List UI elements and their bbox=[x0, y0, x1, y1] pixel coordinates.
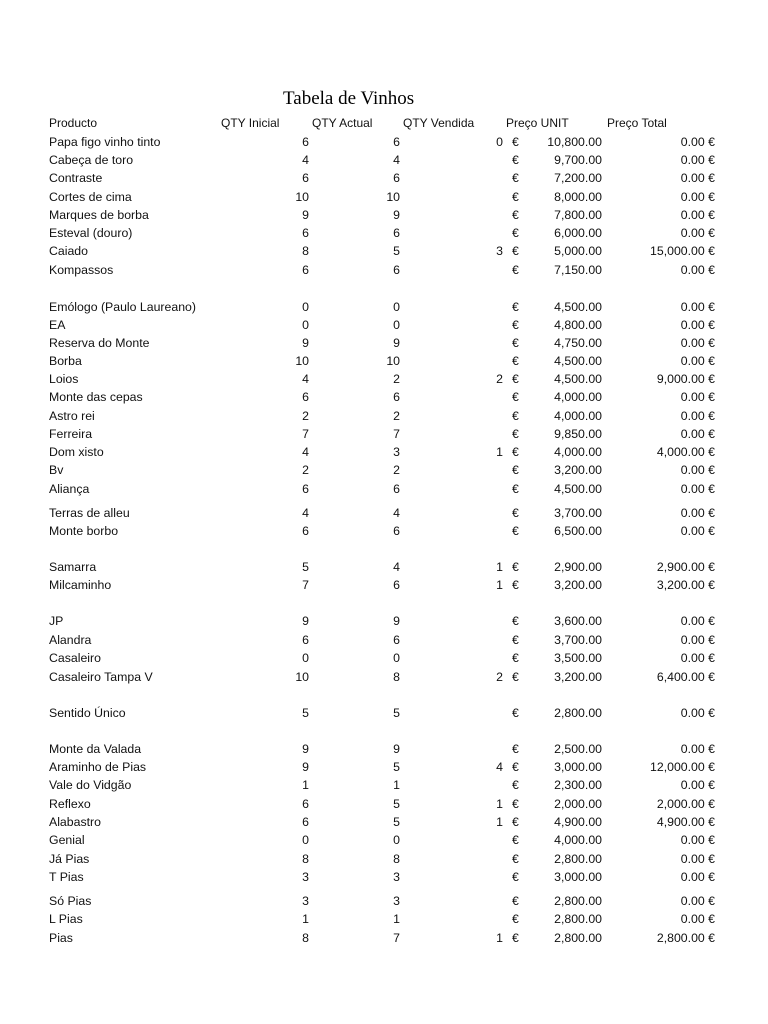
cell-preco-unit: 4,500.00 bbox=[554, 354, 602, 368]
table-row bbox=[0, 317, 768, 334]
cell-qty-inicial: 6 bbox=[302, 815, 309, 829]
cell-preco-unit: 3,200.00 bbox=[554, 670, 602, 684]
cell-qty-inicial: 6 bbox=[302, 633, 309, 647]
cell-preco-total: 9,000.00 € bbox=[656, 372, 715, 386]
cell-qty-vendida: 1 bbox=[496, 445, 503, 459]
cell-currency: € bbox=[512, 797, 519, 811]
header-preco-unit: Preço UNIT bbox=[506, 116, 569, 130]
table-row bbox=[0, 262, 768, 279]
cell-preco-total: 4,900.00 € bbox=[656, 815, 715, 829]
table-row bbox=[0, 577, 768, 594]
table-row bbox=[0, 930, 768, 947]
cell-currency: € bbox=[512, 244, 519, 258]
cell-preco-total: 0.00 € bbox=[680, 300, 715, 314]
table-row bbox=[0, 353, 768, 370]
cell-qty-vendida: 2 bbox=[496, 670, 503, 684]
cell-qty-inicial: 0 bbox=[302, 300, 309, 314]
table-row bbox=[0, 851, 768, 868]
cell-qty-vendida: 2 bbox=[496, 372, 503, 386]
cell-currency: € bbox=[512, 226, 519, 240]
table-row bbox=[0, 462, 768, 479]
cell-qty-actual: 0 bbox=[393, 651, 400, 665]
cell-currency: € bbox=[512, 524, 519, 538]
cell-preco-unit: 3,700.00 bbox=[554, 633, 602, 647]
table-row bbox=[0, 559, 768, 576]
cell-qty-actual: 2 bbox=[393, 372, 400, 386]
cell-preco-total: 0.00 € bbox=[680, 263, 715, 277]
cell-qty-inicial: 1 bbox=[302, 912, 309, 926]
cell-preco-unit: 7,800.00 bbox=[554, 208, 602, 222]
cell-producto: Só Pias bbox=[49, 894, 92, 908]
cell-producto: Milcaminho bbox=[49, 578, 112, 592]
cell-producto: Monte borbo bbox=[49, 524, 119, 538]
cell-preco-total: 0.00 € bbox=[680, 852, 715, 866]
cell-preco-unit: 3,700.00 bbox=[554, 506, 602, 520]
cell-qty-vendida: 3 bbox=[496, 244, 503, 258]
cell-qty-inicial: 10 bbox=[295, 670, 309, 684]
cell-currency: € bbox=[512, 482, 519, 496]
cell-producto: Monte das cepas bbox=[49, 390, 143, 404]
cell-preco-total: 0.00 € bbox=[680, 833, 715, 847]
table-row bbox=[0, 444, 768, 461]
cell-qty-inicial: 6 bbox=[302, 135, 309, 149]
cell-currency: € bbox=[512, 263, 519, 277]
cell-currency: € bbox=[512, 742, 519, 756]
cell-preco-unit: 7,200.00 bbox=[554, 171, 602, 185]
cell-preco-unit: 3,600.00 bbox=[554, 614, 602, 628]
cell-preco-unit: 6,500.00 bbox=[554, 524, 602, 538]
cell-currency: € bbox=[512, 506, 519, 520]
table-row bbox=[0, 893, 768, 910]
cell-preco-unit: 3,200.00 bbox=[554, 578, 602, 592]
cell-preco-unit: 4,000.00 bbox=[554, 390, 602, 404]
header-qty-actual: QTY Actual bbox=[312, 116, 373, 130]
cell-producto: Sentido Único bbox=[49, 706, 126, 720]
table-row bbox=[0, 335, 768, 352]
cell-qty-actual: 1 bbox=[393, 778, 400, 792]
cell-currency: € bbox=[512, 135, 519, 149]
cell-qty-actual: 6 bbox=[393, 482, 400, 496]
cell-preco-total: 0.00 € bbox=[680, 226, 715, 240]
cell-currency: € bbox=[512, 760, 519, 774]
cell-preco-total: 6,400.00 € bbox=[656, 670, 715, 684]
cell-preco-total: 0.00 € bbox=[680, 524, 715, 538]
cell-preco-total: 2,800.00 € bbox=[656, 931, 715, 945]
cell-producto: Loios bbox=[49, 372, 79, 386]
table-header bbox=[0, 116, 768, 134]
table-row bbox=[0, 481, 768, 498]
cell-qty-actual: 6 bbox=[393, 524, 400, 538]
cell-qty-vendida: 4 bbox=[496, 760, 503, 774]
cell-qty-inicial: 6 bbox=[302, 263, 309, 277]
cell-producto: Ferreira bbox=[49, 427, 93, 441]
cell-preco-total: 0.00 € bbox=[680, 390, 715, 404]
cell-preco-unit: 2,500.00 bbox=[554, 742, 602, 756]
table-row bbox=[0, 777, 768, 794]
cell-qty-vendida: 1 bbox=[496, 560, 503, 574]
cell-preco-total: 0.00 € bbox=[680, 706, 715, 720]
cell-producto: Vale do Vidgão bbox=[49, 778, 132, 792]
table-row bbox=[0, 814, 768, 831]
cell-qty-actual: 3 bbox=[393, 870, 400, 884]
cell-qty-inicial: 9 bbox=[302, 336, 309, 350]
table-row bbox=[0, 869, 768, 886]
cell-qty-actual: 6 bbox=[393, 171, 400, 185]
cell-preco-unit: 4,000.00 bbox=[554, 445, 602, 459]
table-row bbox=[0, 613, 768, 630]
cell-currency: € bbox=[512, 153, 519, 167]
cell-qty-inicial: 7 bbox=[302, 427, 309, 441]
cell-qty-inicial: 0 bbox=[302, 318, 309, 332]
cell-currency: € bbox=[512, 409, 519, 423]
cell-qty-actual: 3 bbox=[393, 894, 400, 908]
cell-qty-inicial: 8 bbox=[302, 852, 309, 866]
table-row bbox=[0, 523, 768, 540]
cell-preco-total: 0.00 € bbox=[680, 190, 715, 204]
cell-qty-actual: 6 bbox=[393, 226, 400, 240]
cell-preco-total: 3,200.00 € bbox=[656, 578, 715, 592]
table-row bbox=[0, 832, 768, 849]
cell-preco-unit: 7,150.00 bbox=[554, 263, 602, 277]
cell-preco-unit: 5,000.00 bbox=[554, 244, 602, 258]
table-row bbox=[0, 207, 768, 224]
table-row bbox=[0, 408, 768, 425]
cell-currency: € bbox=[512, 208, 519, 222]
cell-preco-total: 0.00 € bbox=[680, 354, 715, 368]
cell-qty-actual: 7 bbox=[393, 931, 400, 945]
header-producto: Producto bbox=[49, 116, 98, 130]
cell-producto: Reflexo bbox=[49, 797, 91, 811]
table-row bbox=[0, 650, 768, 667]
cell-producto: Samarra bbox=[49, 560, 97, 574]
cell-qty-actual: 5 bbox=[393, 244, 400, 258]
cell-qty-actual: 5 bbox=[393, 760, 400, 774]
cell-producto: Pias bbox=[49, 931, 73, 945]
cell-qty-actual: 4 bbox=[393, 153, 400, 167]
cell-producto: Já Pias bbox=[49, 852, 90, 866]
cell-producto: Astro rei bbox=[49, 409, 95, 423]
cell-preco-unit: 2,800.00 bbox=[554, 706, 602, 720]
cell-producto: Reserva do Monte bbox=[49, 336, 150, 350]
cell-qty-inicial: 4 bbox=[302, 506, 309, 520]
cell-producto: Kompassos bbox=[49, 263, 114, 277]
cell-currency: € bbox=[512, 931, 519, 945]
cell-preco-total: 0.00 € bbox=[680, 870, 715, 884]
header-qty-inicial: QTY Inicial bbox=[221, 116, 280, 130]
cell-currency: € bbox=[512, 445, 519, 459]
cell-preco-unit: 4,500.00 bbox=[554, 300, 602, 314]
cell-qty-actual: 8 bbox=[393, 852, 400, 866]
cell-producto: Aliança bbox=[49, 482, 90, 496]
cell-preco-total: 0.00 € bbox=[680, 633, 715, 647]
table-row bbox=[0, 796, 768, 813]
cell-qty-actual: 0 bbox=[393, 300, 400, 314]
cell-preco-total: 0.00 € bbox=[680, 778, 715, 792]
cell-preco-unit: 8,000.00 bbox=[554, 190, 602, 204]
cell-preco-unit: 9,850.00 bbox=[554, 427, 602, 441]
cell-qty-vendida: 1 bbox=[496, 578, 503, 592]
cell-currency: € bbox=[512, 852, 519, 866]
cell-preco-unit: 6,000.00 bbox=[554, 226, 602, 240]
cell-qty-actual: 9 bbox=[393, 614, 400, 628]
cell-qty-inicial: 10 bbox=[295, 354, 309, 368]
cell-preco-total: 2,000.00 € bbox=[656, 797, 715, 811]
cell-preco-total: 2,900.00 € bbox=[656, 560, 715, 574]
cell-preco-total: 15,000.00 € bbox=[650, 244, 715, 258]
cell-producto: Araminho de Pias bbox=[49, 760, 147, 774]
cell-qty-inicial: 6 bbox=[302, 524, 309, 538]
cell-preco-unit: 2,800.00 bbox=[554, 931, 602, 945]
cell-producto: Esteval (douro) bbox=[49, 226, 133, 240]
cell-producto: Contraste bbox=[49, 171, 103, 185]
cell-preco-unit: 2,800.00 bbox=[554, 912, 602, 926]
cell-preco-total: 0.00 € bbox=[680, 463, 715, 477]
cell-qty-actual: 2 bbox=[393, 409, 400, 423]
cell-preco-total: 0.00 € bbox=[680, 482, 715, 496]
cell-preco-total: 0.00 € bbox=[680, 651, 715, 665]
cell-qty-inicial: 6 bbox=[302, 171, 309, 185]
cell-currency: € bbox=[512, 463, 519, 477]
cell-currency: € bbox=[512, 651, 519, 665]
cell-preco-total: 0.00 € bbox=[680, 135, 715, 149]
cell-producto: T Pias bbox=[49, 870, 84, 884]
table-row bbox=[0, 152, 768, 169]
cell-currency: € bbox=[512, 560, 519, 574]
cell-qty-inicial: 5 bbox=[302, 706, 309, 720]
cell-currency: € bbox=[512, 336, 519, 350]
table-row bbox=[0, 389, 768, 406]
cell-currency: € bbox=[512, 633, 519, 647]
cell-qty-actual: 6 bbox=[393, 135, 400, 149]
cell-preco-total: 4,000.00 € bbox=[656, 445, 715, 459]
cell-currency: € bbox=[512, 578, 519, 592]
cell-currency: € bbox=[512, 912, 519, 926]
cell-currency: € bbox=[512, 318, 519, 332]
cell-currency: € bbox=[512, 354, 519, 368]
cell-qty-actual: 2 bbox=[393, 463, 400, 477]
cell-qty-inicial: 9 bbox=[302, 760, 309, 774]
cell-qty-inicial: 6 bbox=[302, 226, 309, 240]
cell-qty-actual: 5 bbox=[393, 797, 400, 811]
cell-qty-inicial: 6 bbox=[302, 390, 309, 404]
cell-currency: € bbox=[512, 706, 519, 720]
cell-currency: € bbox=[512, 833, 519, 847]
cell-qty-inicial: 1 bbox=[302, 778, 309, 792]
cell-qty-actual: 8 bbox=[393, 670, 400, 684]
table-row bbox=[0, 189, 768, 206]
cell-preco-unit: 2,800.00 bbox=[554, 894, 602, 908]
cell-currency: € bbox=[512, 670, 519, 684]
cell-qty-inicial: 6 bbox=[302, 482, 309, 496]
cell-qty-actual: 7 bbox=[393, 427, 400, 441]
cell-qty-actual: 6 bbox=[393, 390, 400, 404]
cell-currency: € bbox=[512, 390, 519, 404]
cell-qty-actual: 5 bbox=[393, 706, 400, 720]
cell-producto: Emólogo (Paulo Laureano) bbox=[49, 300, 196, 314]
cell-qty-inicial: 8 bbox=[302, 931, 309, 945]
cell-qty-inicial: 0 bbox=[302, 651, 309, 665]
cell-qty-actual: 5 bbox=[393, 815, 400, 829]
cell-preco-unit: 4,000.00 bbox=[554, 409, 602, 423]
cell-producto: Marques de borba bbox=[49, 208, 149, 222]
cell-qty-vendida: 1 bbox=[496, 797, 503, 811]
cell-qty-actual: 0 bbox=[393, 833, 400, 847]
cell-qty-actual: 6 bbox=[393, 263, 400, 277]
cell-producto: Bv bbox=[49, 463, 64, 477]
cell-qty-inicial: 4 bbox=[302, 445, 309, 459]
cell-qty-actual: 4 bbox=[393, 506, 400, 520]
cell-qty-inicial: 3 bbox=[302, 894, 309, 908]
cell-producto: Casaleiro bbox=[49, 651, 101, 665]
cell-currency: € bbox=[512, 894, 519, 908]
cell-preco-unit: 3,000.00 bbox=[554, 870, 602, 884]
cell-preco-total: 0.00 € bbox=[680, 318, 715, 332]
cell-qty-actual: 9 bbox=[393, 208, 400, 222]
cell-qty-inicial: 0 bbox=[302, 833, 309, 847]
header-qty-vendida: QTY Vendida bbox=[403, 116, 475, 130]
cell-currency: € bbox=[512, 614, 519, 628]
cell-qty-actual: 4 bbox=[393, 560, 400, 574]
cell-preco-total: 0.00 € bbox=[680, 742, 715, 756]
cell-qty-inicial: 2 bbox=[302, 463, 309, 477]
cell-preco-total: 0.00 € bbox=[680, 171, 715, 185]
cell-qty-actual: 6 bbox=[393, 633, 400, 647]
cell-producto: Genial bbox=[49, 833, 85, 847]
cell-producto: Monte da Valada bbox=[49, 742, 142, 756]
cell-currency: € bbox=[512, 427, 519, 441]
cell-producto: Cabeça de toro bbox=[49, 153, 134, 167]
cell-preco-unit: 3,500.00 bbox=[554, 651, 602, 665]
cell-currency: € bbox=[512, 372, 519, 386]
cell-preco-total: 0.00 € bbox=[680, 912, 715, 926]
cell-qty-inicial: 3 bbox=[302, 870, 309, 884]
cell-qty-inicial: 10 bbox=[295, 190, 309, 204]
cell-preco-unit: 4,900.00 bbox=[554, 815, 602, 829]
cell-qty-inicial: 4 bbox=[302, 372, 309, 386]
cell-preco-unit: 4,500.00 bbox=[554, 372, 602, 386]
page-title: Tabela de Vinhos bbox=[283, 88, 415, 109]
cell-preco-total: 0.00 € bbox=[680, 894, 715, 908]
cell-qty-actual: 6 bbox=[393, 578, 400, 592]
cell-preco-total: 0.00 € bbox=[680, 614, 715, 628]
cell-producto: Casaleiro Tampa V bbox=[49, 670, 153, 684]
cell-preco-unit: 2,000.00 bbox=[554, 797, 602, 811]
header-preco-total: Preço Total bbox=[607, 116, 667, 130]
cell-qty-vendida: 0 bbox=[496, 135, 503, 149]
table-row bbox=[0, 134, 768, 151]
cell-producto: Dom xisto bbox=[49, 445, 104, 459]
cell-qty-inicial: 4 bbox=[302, 153, 309, 167]
cell-currency: € bbox=[512, 300, 519, 314]
cell-qty-actual: 9 bbox=[393, 742, 400, 756]
cell-currency: € bbox=[512, 870, 519, 884]
cell-qty-actual: 3 bbox=[393, 445, 400, 459]
cell-producto: Caiado bbox=[49, 244, 88, 258]
cell-qty-actual: 9 bbox=[393, 336, 400, 350]
cell-qty-inicial: 2 bbox=[302, 409, 309, 423]
table-row bbox=[0, 505, 768, 522]
cell-preco-total: 0.00 € bbox=[680, 427, 715, 441]
cell-preco-total: 0.00 € bbox=[680, 336, 715, 350]
cell-preco-unit: 2,900.00 bbox=[554, 560, 602, 574]
table-row bbox=[0, 759, 768, 776]
cell-producto: Papa figo vinho tinto bbox=[49, 135, 161, 149]
cell-qty-inicial: 7 bbox=[302, 578, 309, 592]
cell-preco-unit: 2,800.00 bbox=[554, 852, 602, 866]
cell-qty-actual: 0 bbox=[393, 318, 400, 332]
cell-preco-total: 12,000.00 € bbox=[650, 760, 715, 774]
cell-preco-total: 0.00 € bbox=[680, 153, 715, 167]
cell-producto: EA bbox=[49, 318, 66, 332]
cell-producto: Terras de alleu bbox=[49, 506, 130, 520]
cell-producto: JP bbox=[49, 614, 64, 628]
table-row bbox=[0, 170, 768, 187]
table-row bbox=[0, 243, 768, 260]
cell-producto: Borba bbox=[49, 354, 82, 368]
cell-qty-actual: 1 bbox=[393, 912, 400, 926]
cell-qty-inicial: 9 bbox=[302, 742, 309, 756]
cell-preco-unit: 4,800.00 bbox=[554, 318, 602, 332]
cell-producto: Alabastro bbox=[49, 815, 101, 829]
cell-producto: Alandra bbox=[49, 633, 92, 647]
table-row bbox=[0, 299, 768, 316]
cell-qty-vendida: 1 bbox=[496, 931, 503, 945]
cell-preco-unit: 10,800.00 bbox=[547, 135, 602, 149]
table-row bbox=[0, 371, 768, 388]
cell-currency: € bbox=[512, 171, 519, 185]
table-row bbox=[0, 705, 768, 722]
table-row bbox=[0, 632, 768, 649]
cell-qty-actual: 10 bbox=[386, 190, 400, 204]
cell-currency: € bbox=[512, 190, 519, 204]
cell-producto: Cortes de cima bbox=[49, 190, 132, 204]
cell-qty-inicial: 5 bbox=[302, 560, 309, 574]
cell-qty-inicial: 6 bbox=[302, 797, 309, 811]
cell-qty-inicial: 9 bbox=[302, 614, 309, 628]
cell-preco-total: 0.00 € bbox=[680, 409, 715, 423]
cell-preco-unit: 2,300.00 bbox=[554, 778, 602, 792]
cell-preco-unit: 4,500.00 bbox=[554, 482, 602, 496]
cell-currency: € bbox=[512, 815, 519, 829]
table-row bbox=[0, 426, 768, 443]
cell-qty-inicial: 8 bbox=[302, 244, 309, 258]
cell-preco-total: 0.00 € bbox=[680, 506, 715, 520]
cell-preco-unit: 4,000.00 bbox=[554, 833, 602, 847]
table-row bbox=[0, 225, 768, 242]
cell-preco-total: 0.00 € bbox=[680, 208, 715, 222]
cell-currency: € bbox=[512, 778, 519, 792]
table-row bbox=[0, 911, 768, 928]
cell-qty-inicial: 9 bbox=[302, 208, 309, 222]
cell-preco-unit: 3,000.00 bbox=[554, 760, 602, 774]
cell-preco-unit: 9,700.00 bbox=[554, 153, 602, 167]
cell-qty-vendida: 1 bbox=[496, 815, 503, 829]
table-row bbox=[0, 741, 768, 758]
cell-qty-actual: 10 bbox=[386, 354, 400, 368]
cell-preco-unit: 3,200.00 bbox=[554, 463, 602, 477]
table-row bbox=[0, 669, 768, 686]
cell-producto: L Pias bbox=[49, 912, 83, 926]
cell-preco-unit: 4,750.00 bbox=[554, 336, 602, 350]
